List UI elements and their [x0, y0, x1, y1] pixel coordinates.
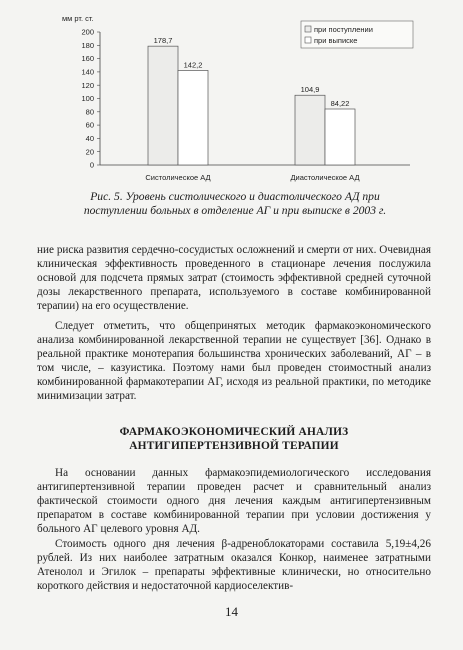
bar [325, 109, 355, 165]
bar-chart [0, 0, 463, 190]
y-tick-label: 200 [81, 27, 94, 37]
heading-line-1: ФАРМАКОЭКОНОМИЧЕСКИЙ АНАЛИЗ [119, 426, 349, 438]
bar [148, 46, 178, 165]
y-tick-label: 60 [85, 120, 94, 130]
x-tick-label: Диастолическое АД [290, 173, 360, 182]
paragraph-3: На основании данных фармакоэпидемиологического исследования антигипертензивной терапии проведен расчет и сравнительный анализ фактической стоимости одного дня лечения каждым антигипертензивным препаратом в составе комбинированной терапии при условии достижения у больного АГ целевого уровня АД. [37, 467, 431, 535]
y-tick-label: 180 [81, 40, 94, 50]
legend [301, 21, 413, 48]
heading-line-2: АНТИГИПЕРТЕНЗИВНОЙ ТЕРАПИИ [129, 440, 339, 452]
y-tick-label: 120 [81, 80, 94, 90]
y-tick-label: 140 [81, 67, 94, 77]
legend-label: при поступлении [314, 24, 373, 34]
page-number: 14 [225, 604, 238, 619]
bar-value-label: 178,7 [153, 36, 173, 46]
paragraph-2: Следует отметить, что общепринятых методик фармакоэкономического анализа комбинированной лекарственной терапии не существует [36]. Однако в реальной практике монотерапия большинства хронических заболеваний, АГ – в том числе, – казуистика. Поэтому нами был проведен стоимостный анализ комбинированной фармакотерапии АГ, исходя из реальной практики, по методике минимизации затрат. [37, 320, 431, 402]
x-axis-labels [145, 173, 359, 182]
paragraph-1: ние риска развития сердечно-сосудистых осложнений и смерти от них. Очевидная клиническая эффективность проведенного в стационаре лечения послужила основой для подсчета прямых затрат (стоимость эффективной средней суточной дозы лекарственного препарата, используемого в составе комбинированной терапии) на его осуществление. [37, 244, 431, 312]
legend-label: при выписке [314, 35, 358, 45]
y-tick-label: 100 [81, 94, 94, 104]
paragraph-4: Стоимость одного дня лечения β-адреноблокаторами составила 5,19±4,26 рублей. Из них наиболее затратным оказался Конкор, наименее затратными Атенолол и Эгилок – препараты эффективные клинически, но относительно короткого действия и недостаточной кардиоселектив- [37, 538, 431, 592]
legend-swatch [305, 26, 311, 32]
y-tick-label: 20 [85, 147, 94, 157]
y-tick-label: 0 [89, 160, 94, 170]
bars [148, 46, 355, 165]
x-tick-label: Систолическое АД [145, 173, 211, 182]
bar [178, 70, 208, 165]
bar [295, 95, 325, 165]
y-axis-label: мм рт. ст. [62, 14, 94, 23]
bar-value-label: 142,2 [183, 60, 203, 70]
caption-line-1: Рис. 5. Уровень систолического и диастолического АД при [90, 190, 380, 203]
caption-line-2: поступлении больных в отделение АГ и при выписке в 2003 г. [83, 204, 387, 217]
y-tick-label: 80 [85, 107, 94, 117]
figure-caption [50, 190, 420, 218]
bar-value-label: 104,9 [300, 85, 320, 95]
legend-swatch [305, 37, 311, 43]
y-tick-label: 160 [81, 54, 94, 64]
y-tick-label: 40 [85, 134, 94, 143]
y-axis [81, 28, 410, 170]
bar-value-label: 84,22 [330, 98, 350, 108]
section-heading [37, 425, 431, 453]
